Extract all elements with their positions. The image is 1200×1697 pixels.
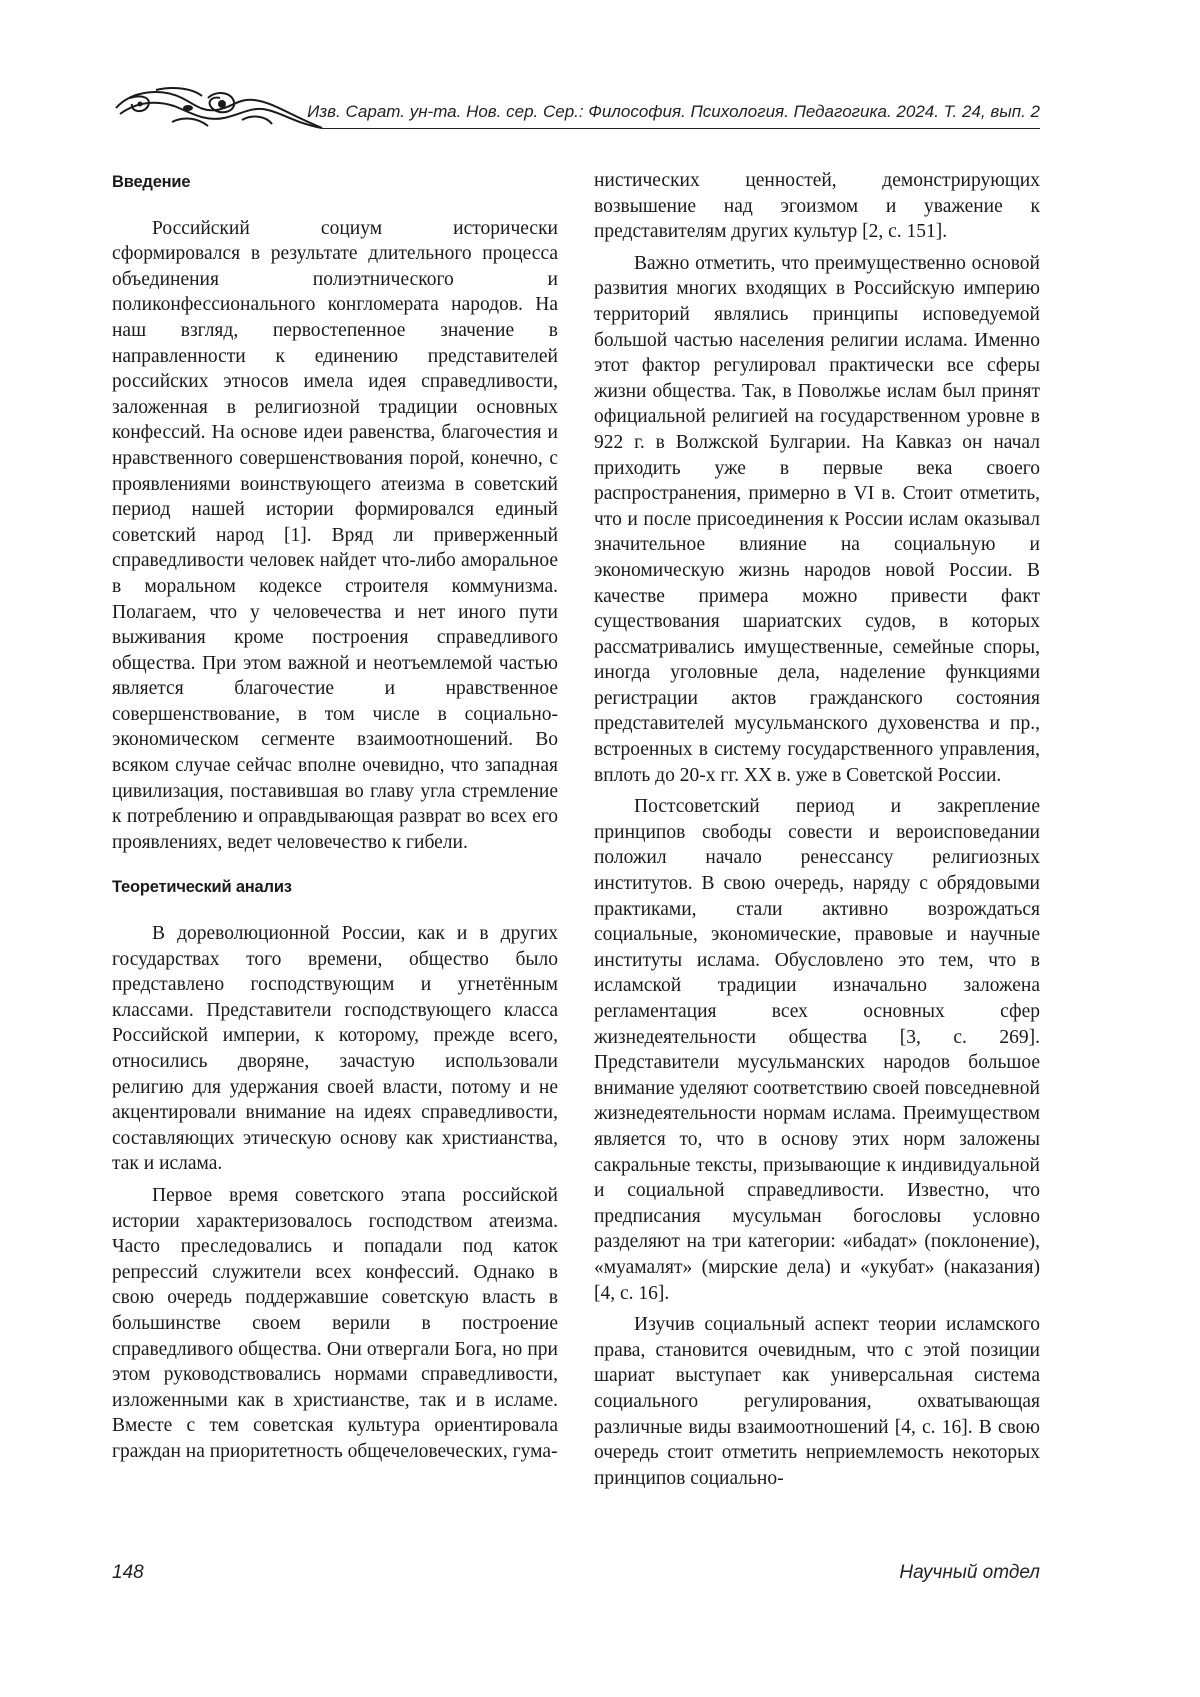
paragraph: В дореволюционной России, как и в других государствах того времени, общество было представлено господствующим и угнетённым классами. Представители господствующего класса Российской империи, к которому, прежде всего, относились дворяне, зачастую использовали религию для удержания своей власти, потому и не акцентировали внимание на идеях справедливости, составляющих этическую основу как христианства, так и ислама. [112, 923, 558, 1175]
section-heading-theoretical-analysis: Теоретический анализ [112, 878, 292, 897]
paragraph: Постсоветский период и закрепление принципов свободы совести и вероисповедании положил начало ренессансу религиозных институтов. В свою очередь, наряду с обрядовыми практиками, стали активно возрождаться социальные, экономические, правовые и научные институты ислама. Обусловлено это тем, что в исламской традиции изначально заложена регламентация всех основных сфер жизнедеятельности общества [3, с. 269]. Представители мусульманских народов большое внимание уделяют соответствию своей повседневной жизнедеятельности нормам ислама. Преимуществом является то, что в основу этих норм заложены сакральные тексты, призывающие к индивидуальной и социальной справедливости. Известно, что предписания мусульман богословы условно разделяют на три категории: «ибадат» (поклонение), «муамалят» (мирские дела) и «укубат» (наказания) [4, с. 16]. [594, 796, 1040, 1304]
page-number: 148 [112, 1562, 144, 1583]
running-header [112, 84, 1040, 136]
paragraph: Изучив социальный аспект теории исламского права, становится очевидным, что с этой позиции шариат выступает как универсальная система социального регулирования, охватывающая различные виды взаимоотношений [4, с. 16]. В свою очередь стоит отметить неприемлемость некоторых принципов социально- [594, 1314, 1040, 1489]
journal-citation: Изв. Сарат. ун-та. Нов. сер. Сер.: Философия. Психология. Педагогика. 2024. Т. 24, вып. 2 [307, 102, 1040, 121]
paragraph: Первое время советского этапа российской истории характеризовалось господством атеизма. Часто преследовались и попадали под каток репрессий служители всех конфессий. Однако в свою очередь поддержавшие советскую власть в большинстве своем верили в построение справедливого общества. Они отвергали Бога, но при этом руководствовались нормами справедливости, изложенными как в христианстве, так и в исламе. Вместе с тем советская культура ориентировала граждан на приоритетность общечеловеческих, гума- [112, 1184, 558, 1462]
paragraph: Важно отметить, что преимущественно основой развития многих входящих в Российскую империю территорий являлись принципы исповедуемой большой частью населения религии ислама. Именно этот фактор регулировал практически все сферы жизни общества. Так, в Поволжье ислам был принят официальной религией на государственном уровне в 922 г. в Волжской Булгарии. На Кавказ он начал приходить уже в первые века своего распространения, примерно в VI в. Стоит отметить, что и после присоединения к России ислам оказывал значительное влияние на социальную и экономическую жизнь народов новой России. В качестве примера можно привести факт существования шариатских судов, в которых рассматривались имущественные, семейные споры, иногда уголовные дела, наделение функциями регистрации актов гражданского состояния представителей мусульманского духовенства и пр., встроенных в систему государственного управления, вплоть до 20-х гг. XX в. уже в Советской России. [594, 252, 1040, 786]
left-column [112, 168, 558, 1465]
art-nouveau-ornament-icon [112, 84, 332, 134]
paragraph: Российский социум исторически сформировался в результате длительного процесса объединения полиэтнического и поликонфессионального конгломерата народов. На наш взгляд, первостепенное значение в направленности к единению представителей российских этносов имела идея справедливости, заложенная в религиозной традиции основных конфессий. На основе идеи равенства, благочестия и нравственного совершенствования порой, конечно, с проявлениями воинствующего атеизма в советский период нашей истории формировался единый советский народ [1]. Вряд ли приверженный справедливости человек найдет что-либо аморальное в моральном кодексе строителя коммунизма. Полагаем, что у человечества и нет иного пути выживания кроме построения справедливого общества. При этом важной и неотъемлемой частью является благочестие и нравственное совершенствование, в том числе в социально-экономическом сегменте взаимоотношений. Во всяком случае сейчас вполне очевидно, что западная цивилизация, поставившая во главу угла стремление к потреблению и оправдывающая разврат во всех его проявлениях, ведет человечество к гибели. [112, 217, 558, 853]
paragraph-continued: нистических ценностей, демонстрирующих возвышение над эгоизмом и уважение к представителям других культур [2, с. 151]. [594, 170, 1040, 243]
right-column [594, 168, 1040, 1491]
section-heading-introduction: Введение [112, 173, 191, 191]
header-rule [322, 128, 1040, 129]
section-name: Научный отдел [899, 1562, 1040, 1583]
